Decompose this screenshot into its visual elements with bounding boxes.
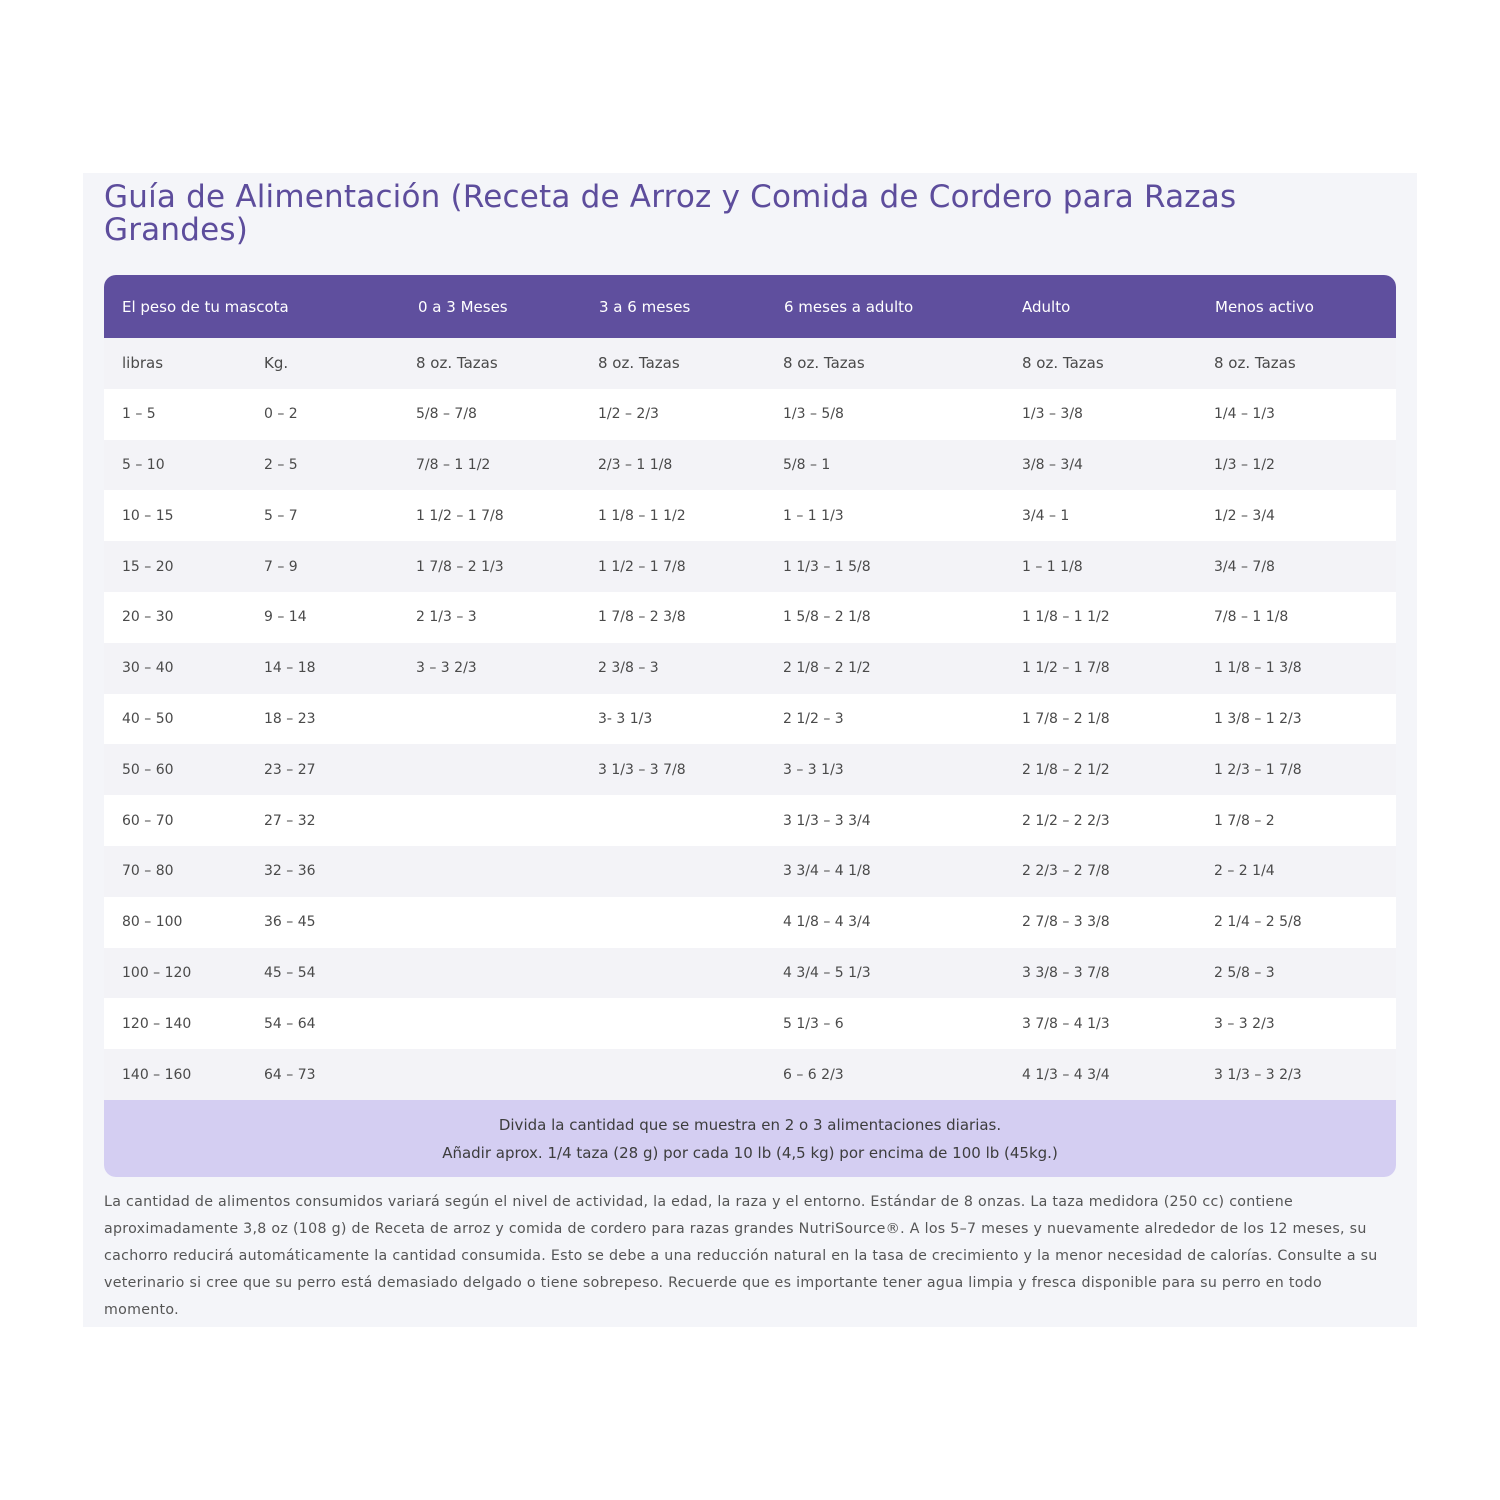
header-0-3-months: 0 a 3 Meses — [398, 275, 580, 338]
cups-0-3-months — [398, 998, 580, 1049]
header-adult: Adulto — [1004, 275, 1196, 338]
table-row — [104, 744, 1396, 795]
cups-less-active: 3 1/3 – 3 2/3 — [1196, 1049, 1396, 1100]
subheader-cups: 8 oz. Tazas — [1004, 338, 1196, 389]
cups-3-6-months — [580, 897, 765, 948]
disclaimer-note: La cantidad de alimentos consumidos variará según el nivel de actividad, la edad, la raza y el entorno. Estándar de 8 onzas. La taza medidora (250 cc) contiene aproximadamente 3,8 oz (108 g) de Receta de arroz y comida de cordero para razas grandes NutriSource®. A los 5–7 meses y nuevamente alrededor de los 12 meses, su cachorro reducirá automáticamente la cantidad consumida. Esto se debe a una reducción natural en la tasa de crecimiento y la menor necesidad de calorías. Consulte a su veterinario si cree que su perro está demasiado delgado o tiene sobrepeso. Recuerde que es importante tener agua limpia y fresca disponible para su perro en todo momento. — [104, 1194, 1378, 1318]
weight-kg: 23 – 27 — [264, 744, 398, 795]
cups-0-3-months — [398, 846, 580, 897]
cups-less-active: 1/2 – 3/4 — [1196, 490, 1396, 541]
cups-6-months-adult: 1/3 – 5/8 — [765, 389, 1004, 440]
cups-adult: 3 7/8 – 4 1/3 — [1004, 998, 1196, 1049]
weight-kg: 45 – 54 — [264, 948, 398, 999]
footer-line-2: Añadir aprox. 1/4 taza (28 g) por cada 10 lb (4,5 kg) por encima de 100 lb (45kg.) — [442, 1143, 1058, 1162]
table-row — [104, 846, 1396, 897]
cups-3-6-months — [580, 948, 765, 999]
cups-less-active: 7/8 – 1 1/8 — [1196, 592, 1396, 643]
table-row — [104, 592, 1396, 643]
cups-less-active: 1 7/8 – 2 — [1196, 795, 1396, 846]
cups-3-6-months — [580, 1049, 765, 1100]
weight-lbs: 5 – 10 — [104, 440, 264, 491]
cups-6-months-adult: 3 1/3 – 3 3/4 — [765, 795, 1004, 846]
cups-6-months-adult: 6 – 6 2/3 — [765, 1049, 1004, 1100]
cups-less-active: 1 3/8 – 1 2/3 — [1196, 694, 1396, 745]
weight-lbs: 70 – 80 — [104, 846, 264, 897]
weight-kg: 27 – 32 — [264, 795, 398, 846]
cups-6-months-adult: 3 3/4 – 4 1/8 — [765, 846, 1004, 897]
cups-3-6-months: 1 1/2 – 1 7/8 — [580, 541, 765, 592]
weight-kg: 18 – 23 — [264, 694, 398, 745]
cups-6-months-adult: 1 1/3 – 1 5/8 — [765, 541, 1004, 592]
cups-adult: 1 – 1 1/8 — [1004, 541, 1196, 592]
table-row — [104, 389, 1396, 440]
cups-adult: 3 3/8 – 3 7/8 — [1004, 948, 1196, 999]
weight-lbs: 100 – 120 — [104, 948, 264, 999]
cups-0-3-months: 5/8 – 7/8 — [398, 389, 580, 440]
table-subheader-row — [104, 338, 1396, 389]
cups-adult: 1 1/8 – 1 1/2 — [1004, 592, 1196, 643]
cups-adult: 2 7/8 – 3 3/8 — [1004, 897, 1196, 948]
table-row — [104, 490, 1396, 541]
table-row — [104, 948, 1396, 999]
table-footer-note — [104, 1100, 1396, 1177]
cups-3-6-months: 1 7/8 – 2 3/8 — [580, 592, 765, 643]
cups-adult: 3/4 – 1 — [1004, 490, 1196, 541]
cups-adult: 1/3 – 3/8 — [1004, 389, 1196, 440]
subheader-cups: 8 oz. Tazas — [580, 338, 765, 389]
table-row — [104, 795, 1396, 846]
weight-lbs: 30 – 40 — [104, 643, 264, 694]
weight-lbs: 120 – 140 — [104, 998, 264, 1049]
weight-lbs: 140 – 160 — [104, 1049, 264, 1100]
cups-adult: 2 1/2 – 2 2/3 — [1004, 795, 1196, 846]
cups-3-6-months: 2/3 – 1 1/8 — [580, 440, 765, 491]
subheader-cups: 8 oz. Tazas — [398, 338, 580, 389]
cups-0-3-months: 7/8 – 1 1/2 — [398, 440, 580, 491]
feeding-table — [104, 275, 1396, 1100]
weight-kg: 7 – 9 — [264, 541, 398, 592]
cups-0-3-months: 1 7/8 – 2 1/3 — [398, 541, 580, 592]
weight-kg: 36 – 45 — [264, 897, 398, 948]
table-row — [104, 643, 1396, 694]
cups-0-3-months — [398, 1049, 580, 1100]
weight-lbs: 1 – 5 — [104, 389, 264, 440]
subheader-cups: 8 oz. Tazas — [765, 338, 1004, 389]
weight-kg: 2 – 5 — [264, 440, 398, 491]
cups-3-6-months: 1 1/8 – 1 1/2 — [580, 490, 765, 541]
weight-lbs: 10 – 15 — [104, 490, 264, 541]
table-row — [104, 897, 1396, 948]
weight-kg: 9 – 14 — [264, 592, 398, 643]
weight-lbs: 15 – 20 — [104, 541, 264, 592]
header-less-active: Menos activo — [1196, 275, 1396, 338]
cups-3-6-months: 2 3/8 – 3 — [580, 643, 765, 694]
weight-lbs: 80 – 100 — [104, 897, 264, 948]
cups-6-months-adult: 3 – 3 1/3 — [765, 744, 1004, 795]
cups-3-6-months: 1/2 – 2/3 — [580, 389, 765, 440]
cups-3-6-months: 3 1/3 – 3 7/8 — [580, 744, 765, 795]
footer-line-1: Divida la cantidad que se muestra en 2 o 3 alimentaciones diarias. — [498, 1115, 1002, 1134]
weight-kg: 64 – 73 — [264, 1049, 398, 1100]
cups-6-months-adult: 4 1/8 – 4 3/4 — [765, 897, 1004, 948]
cups-less-active: 3 – 3 2/3 — [1196, 998, 1396, 1049]
subheader-cups: 8 oz. Tazas — [1196, 338, 1396, 389]
weight-kg: 14 – 18 — [264, 643, 398, 694]
cups-0-3-months — [398, 795, 580, 846]
cups-3-6-months — [580, 846, 765, 897]
subheader-kg: Kg. — [264, 338, 398, 389]
weight-kg: 0 – 2 — [264, 389, 398, 440]
cups-0-3-months: 1 1/2 – 1 7/8 — [398, 490, 580, 541]
weight-kg: 54 – 64 — [264, 998, 398, 1049]
cups-adult: 3/8 – 3/4 — [1004, 440, 1196, 491]
feeding-guide-card — [83, 173, 1417, 1327]
table-row — [104, 998, 1396, 1049]
table-header-row — [104, 275, 1396, 338]
cups-3-6-months: 3- 3 1/3 — [580, 694, 765, 745]
cups-6-months-adult: 2 1/8 – 2 1/2 — [765, 643, 1004, 694]
cups-0-3-months — [398, 694, 580, 745]
cups-less-active: 2 5/8 – 3 — [1196, 948, 1396, 999]
weight-kg: 5 – 7 — [264, 490, 398, 541]
header-6-months-adult: 6 meses a adulto — [765, 275, 1004, 338]
weight-lbs: 50 – 60 — [104, 744, 264, 795]
cups-0-3-months: 3 – 3 2/3 — [398, 643, 580, 694]
header-3-6-months: 3 a 6 meses — [580, 275, 765, 338]
cups-less-active: 1/4 – 1/3 — [1196, 389, 1396, 440]
weight-lbs: 40 – 50 — [104, 694, 264, 745]
cups-0-3-months: 2 1/3 – 3 — [398, 592, 580, 643]
weight-lbs: 20 – 30 — [104, 592, 264, 643]
cups-less-active: 3/4 – 7/8 — [1196, 541, 1396, 592]
weight-lbs: 60 – 70 — [104, 795, 264, 846]
cups-adult: 4 1/3 – 4 3/4 — [1004, 1049, 1196, 1100]
cups-0-3-months — [398, 897, 580, 948]
cups-6-months-adult: 5 1/3 – 6 — [765, 998, 1004, 1049]
table-row — [104, 1049, 1396, 1100]
cups-6-months-adult: 1 5/8 – 2 1/8 — [765, 592, 1004, 643]
table-row — [104, 541, 1396, 592]
feeding-table-container — [104, 275, 1396, 1177]
cups-less-active: 2 – 2 1/4 — [1196, 846, 1396, 897]
cups-less-active: 1/3 – 1/2 — [1196, 440, 1396, 491]
cups-3-6-months — [580, 795, 765, 846]
cups-adult: 2 2/3 – 2 7/8 — [1004, 846, 1196, 897]
table-row — [104, 694, 1396, 745]
cups-6-months-adult: 2 1/2 – 3 — [765, 694, 1004, 745]
cups-0-3-months — [398, 948, 580, 999]
cups-3-6-months — [580, 998, 765, 1049]
cups-adult: 2 1/8 – 2 1/2 — [1004, 744, 1196, 795]
cups-6-months-adult: 1 – 1 1/3 — [765, 490, 1004, 541]
cups-less-active: 1 1/8 – 1 3/8 — [1196, 643, 1396, 694]
table-row — [104, 440, 1396, 491]
cups-0-3-months — [398, 744, 580, 795]
cups-6-months-adult: 5/8 – 1 — [765, 440, 1004, 491]
cups-less-active: 2 1/4 – 2 5/8 — [1196, 897, 1396, 948]
cups-adult: 1 7/8 – 2 1/8 — [1004, 694, 1196, 745]
subheader-lbs: libras — [104, 338, 264, 389]
weight-kg: 32 – 36 — [264, 846, 398, 897]
header-pet-weight: El peso de tu mascota — [104, 275, 398, 338]
cups-6-months-adult: 4 3/4 – 5 1/3 — [765, 948, 1004, 999]
cups-less-active: 1 2/3 – 1 7/8 — [1196, 744, 1396, 795]
page-title: Guía de Alimentación (Receta de Arroz y Comida de Cordero para Razas Grandes) — [104, 179, 1237, 248]
cups-adult: 1 1/2 – 1 7/8 — [1004, 643, 1196, 694]
